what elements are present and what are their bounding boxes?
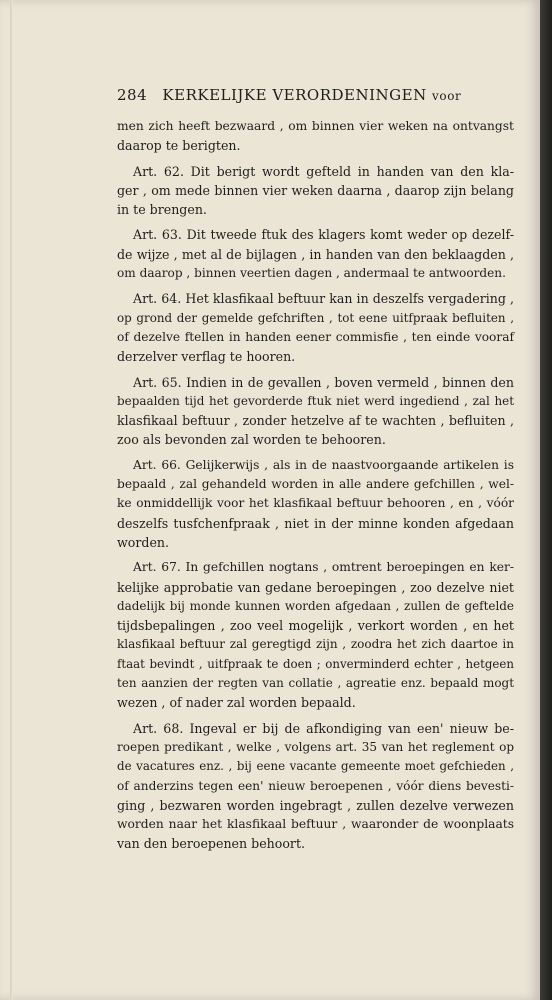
- text-line: Art. 63. Dit tweede ftuk des klagers komt weder op dezelf-: [133, 227, 514, 243]
- text-line: derzelver verflag te hooren.: [117, 349, 296, 365]
- article-64: [117, 289, 514, 366]
- running-title: KERKELIJKE VERORDENINGEN: [162, 86, 427, 104]
- page-gutter: [10, 0, 13, 1000]
- text-line: de wijze , met al de bijlagen , in handen van den beklaagden ,: [117, 246, 514, 262]
- text-line: dadelijk bij monde kunnen worden afgedaan , zullen de geftelde: [117, 598, 514, 613]
- text-line: wezen , of nader zal worden bepaald.: [117, 695, 356, 711]
- text-line: worden naar het klasfikaal beftuur , waaronder de woonplaats: [117, 817, 514, 832]
- running-title-continuation: voor: [432, 89, 462, 103]
- text-line: klasfikaal beftuur zal geregtigd zijn , zoodra het zich daartoe in: [117, 637, 514, 652]
- text-line: om daarop , binnen veertien dagen , andermaal te antwoorden.: [117, 266, 506, 281]
- page-number: 284: [117, 86, 148, 104]
- text-line: Art. 68. Ingeval er bij de afkondiging van een' nieuw be-: [133, 720, 514, 736]
- text-line: op grond der gemelde gefchriften , tot eene uitfpraak befluiten ,: [117, 310, 514, 325]
- text-line: deszelfs tusfchenfpraak , niet in der minne konden afgedaan: [117, 515, 514, 531]
- article-63: [117, 225, 514, 283]
- text-line: ger , om mede binnen vier weken daarna , daarop zijn belang: [117, 182, 514, 198]
- text-line: van den beroepenen behoort.: [117, 836, 306, 852]
- text-line: bepaalden tijd het gevorderde ftuk niet werd ingediend , zal het: [117, 393, 514, 408]
- text-line: bepaald , zal gehandeld worden in alle andere gefchillen , wel-: [117, 477, 514, 492]
- text-line: of anderzins tegen een' nieuw beroepenen , vóór diens bevesti-: [117, 778, 514, 793]
- article-68: [117, 719, 514, 854]
- text-line: Art. 67. In gefchillen nogtans , omtrent beroepingen en ker-: [133, 560, 514, 575]
- body-text: [117, 117, 514, 860]
- article-66: [117, 456, 514, 552]
- running-header: [117, 86, 517, 104]
- text-line: Art. 64. Het klasfikaal beftuur kan in deszelfs vergadering ,: [133, 291, 514, 307]
- text-line: de vacatures enz. , bij eene vacante gemeente moet gefchieden ,: [117, 759, 514, 774]
- text-line: men zich heeft bezwaard , om binnen vier weken na ontvangst: [117, 119, 514, 133]
- page-edge-shadow: [540, 0, 552, 1000]
- text-line: of dezelve ftellen in handen eener commisfie , ten einde vooraf: [117, 329, 514, 344]
- text-line: ging , bezwaren worden ingebragt , zullen dezelve verwezen: [117, 797, 514, 813]
- text-line: worden.: [117, 534, 170, 550]
- text-line: zoo als bevonden zal worden te behooren.: [117, 432, 386, 448]
- text-line: ke onmiddellijk voor het klasfikaal beftuur behooren , en , vóór: [117, 496, 514, 511]
- text-line: roepen predikant , welke , volgens art. 35 van het reglement op: [117, 739, 514, 754]
- article-62: [117, 162, 514, 220]
- text-line: Art. 65. Indien in de gevallen , boven vermeld , binnen den: [133, 374, 514, 390]
- text-line: klasfikaal beftuur , zonder hetzelve af te wachten , befluiten ,: [117, 413, 514, 429]
- text-line: ftaat bevindt , uitfpraak te doen ; onverminderd echter , hetgeen: [117, 656, 514, 671]
- paragraph: [117, 117, 514, 156]
- text-line: kelijke approbatie van gedane beroepingen , zoo dezelve niet: [117, 579, 514, 595]
- article-65: [117, 373, 514, 450]
- text-line: ten aanzien der regten van collatie , agreatie enz. bepaald mogt: [117, 676, 514, 691]
- article-67: [117, 558, 514, 712]
- text-line: Art. 66. Gelijkerwijs , als in de naastvoorgaande artikelen is: [133, 457, 514, 472]
- text-line: in te brengen.: [117, 202, 207, 218]
- text-line: daarop te berigten.: [117, 138, 241, 154]
- text-line: Art. 62. Dit berigt wordt gefteld in handen van den kla-: [133, 163, 514, 179]
- text-line: tijdsbepalingen , zoo veel mogelijk , verkort worden , en het: [117, 618, 514, 634]
